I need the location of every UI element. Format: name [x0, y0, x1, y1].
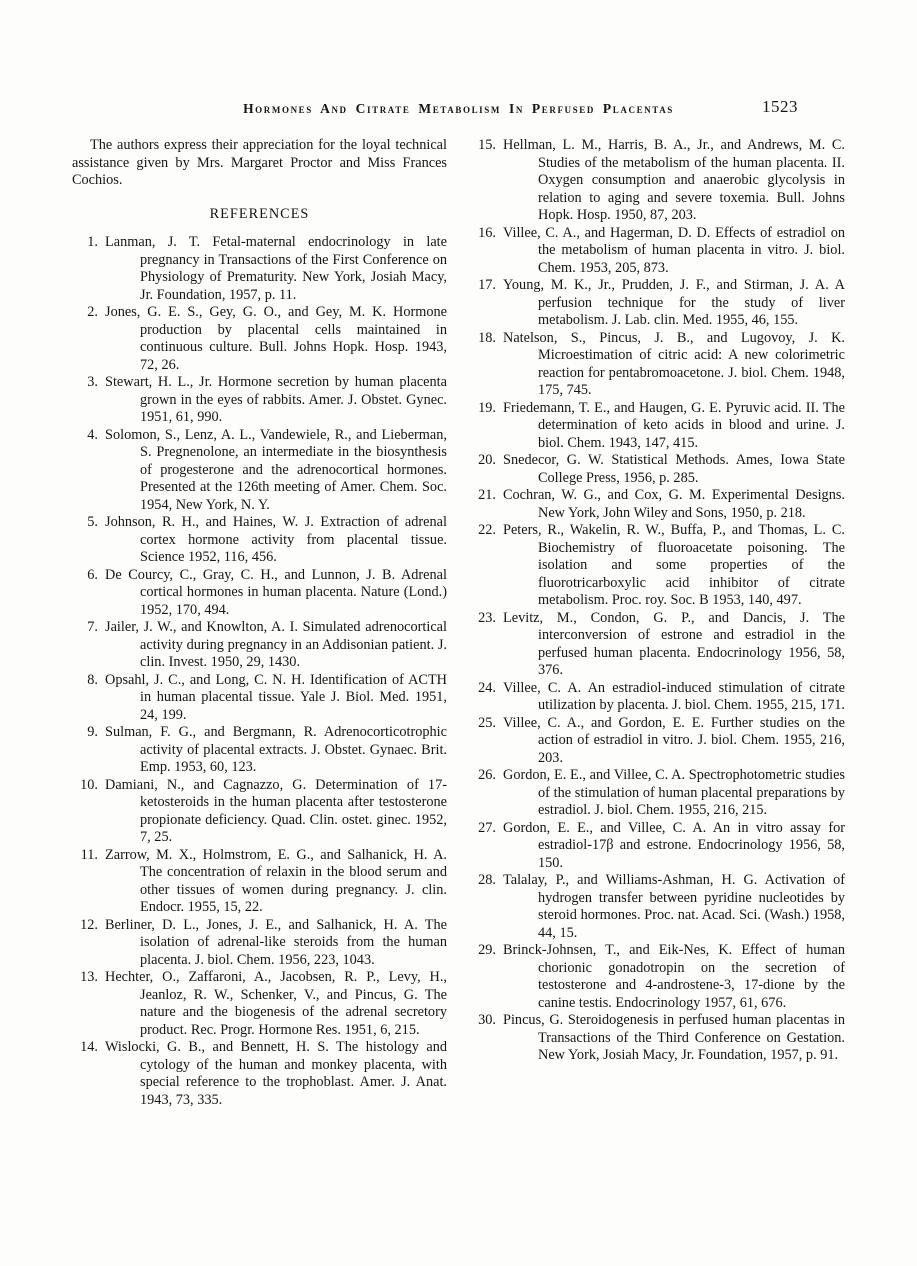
reference-number: 14. — [80, 1039, 98, 1055]
reference-number: 9. — [87, 724, 98, 740]
reference-text: Gordon, E. E., and Villee, C. A. An in vitro assay for estradiol-17β and estrone. Endocrinology 1956, 58, 150. — [503, 819, 845, 871]
reference-text: Berliner, D. L., Jones, J. E., and Salhanick, H. A. The isolation of adrenal-like steroids from the human placenta. J. biol. Chem. 1956, 223, 1043. — [105, 916, 447, 968]
reference-item — [72, 917, 447, 970]
reference-text: Cochran, W. G., and Cox, G. M. Experimental Designs. New York, John Wiley and Sons, 1950, p. 218. — [503, 487, 845, 521]
reference-number: 30. — [478, 1012, 496, 1028]
reference-item — [72, 304, 447, 374]
reference-number: 28. — [478, 872, 496, 888]
reference-text: Stewart, H. L., Jr. Hormone secretion by human placenta grown in the eyes of rabbits. Amer. J. Obstet. Gynec. 1951, 61, 990. — [105, 374, 447, 425]
reference-text: Peters, R., Wakelin, R. W., Buffa, P., and Thomas, L. C. Biochemistry of fluoroacetate poisoning. The isolation and some properties of the fluorotricarboxylic acid inhibitor of citrate metabolism. Proc. roy. Soc. B 1953, 140, 497. — [503, 522, 845, 608]
reference-text: Talalay, P., and Williams-Ashman, H. G. Activation of hydrogen transfer between pyridine nucleotides by steroid hormones. Proc. nat. Acad. Sci. (Wash.) 1958, 44, 15. — [503, 872, 845, 941]
reference-number: 29. — [478, 942, 496, 958]
reference-item — [72, 847, 447, 917]
reference-number: 7. — [87, 619, 98, 635]
reference-item — [470, 225, 845, 278]
reference-text: Jones, G. E. S., Gey, G. O., and Gey, M. K. Hormone production by placental cells maintained in continuous culture. Bull. Johns Hopk. Hosp. 1943, 72, 26. — [105, 304, 447, 373]
reference-text: Snedecor, G. W. Statistical Methods. Ames, Iowa State College Press, 1956, p. 285. — [503, 452, 845, 486]
reference-item — [72, 514, 447, 567]
reference-item — [72, 969, 447, 1039]
reference-number: 27. — [478, 819, 496, 836]
reference-number: 20. — [478, 452, 496, 468]
reference-text: Hechter, O., Zaffaroni, A., Jacobsen, R. P., Levy, H., Jeanloz, R. W., Schenker, V., and Pincus, G. The nature and the biogenesis of the adrenal secretory product. Rec. Progr. Hormone Res. 1951, 6, 215. — [105, 969, 447, 1038]
reference-item — [72, 777, 447, 847]
reference-item — [470, 452, 845, 487]
reference-number: 11. — [80, 846, 98, 863]
reference-text: Gordon, E. E., and Villee, C. A. Spectrophotometric studies of the stimulation of human placental preparations by estradiol. J. biol. Chem. 1955, 216, 215. — [503, 767, 845, 818]
reference-item — [470, 522, 845, 610]
reference-number: 4. — [87, 426, 98, 443]
page-number: 1523 — [762, 97, 798, 116]
reference-number: 15. — [478, 137, 496, 153]
reference-text: Levitz, M., Condon, G. P., and Dancis, J. The interconversion of estrone and estradiol in the perfused human placenta. Endocrinology 1956, 58, 376. — [503, 609, 845, 678]
reference-number: 22. — [478, 522, 496, 538]
reference-item — [72, 374, 447, 427]
reference-item — [470, 277, 845, 330]
reference-number: 6. — [87, 566, 98, 583]
reference-item — [72, 672, 447, 725]
reference-item — [72, 427, 447, 515]
reference-item — [470, 942, 845, 1012]
reference-text: Natelson, S., Pincus, J. B., and Lugovoy, J. K. Microestimation of citric acid: A new colorimetric reaction for pentabromoacetone. J. biol. Chem. 1948, 175, 745. — [503, 329, 845, 398]
reference-number: 19. — [478, 399, 496, 416]
reference-number: 21. — [478, 487, 496, 503]
reference-number: 2. — [87, 304, 98, 320]
reference-item — [470, 680, 845, 715]
reference-text: Opsahl, J. C., and Long, C. N. H. Identification of ACTH in human placental tissue. Yale J. Biol. Med. 1951, 24, 199. — [105, 671, 447, 723]
reference-number: 25. — [478, 714, 496, 731]
reference-text: Zarrow, M. X., Holmstrom, E. G., and Salhanick, H. A. The concentration of relaxin in the blood serum and other tissues of women during pregnancy. J. clin. Endocr. 1955, 15, 22. — [105, 846, 447, 915]
reference-item — [470, 820, 845, 873]
reference-text: Villee, C. A., and Gordon, E. E. Further studies on the action of estradiol in vitro. J. biol. Chem. 1955, 216, 203. — [503, 714, 845, 766]
reference-number: 12. — [80, 916, 98, 933]
reference-text: Friedemann, T. E., and Haugen, G. E. Pyruvic acid. II. The determination of keto acids in blood and urine. J. biol. Chem. 1943, 147, 415. — [503, 399, 845, 451]
reference-number: 3. — [87, 374, 98, 390]
reference-text: Lanman, J. T. Fetal-maternal endocrinology in late pregnancy in Transactions of the First Conference on Physiology of Prematurity. New York, Josiah Macy, Jr. Foundation, 1957, p. 11. — [105, 234, 447, 303]
reference-number: 5. — [87, 514, 98, 530]
reference-item — [470, 872, 845, 942]
reference-text: Johnson, R. H., and Haines, W. J. Extraction of adrenal cortex hormone activity from placental tissue. Science 1952, 116, 456. — [105, 514, 447, 565]
running-title: Hormones And Citrate Metabolism In Perfused Placentas — [243, 101, 674, 116]
reference-number: 23. — [478, 609, 496, 626]
reference-number: 1. — [87, 234, 98, 250]
reference-text: Brinck-Johnsen, T., and Eik-Nes, K. Effect of human chorionic gonadotropin on the secretion of testosterone and 4-androstene-3, 17-dione by the canine testis. Endocrinology 1957, 61, 676. — [503, 942, 845, 1011]
reference-item — [72, 1039, 447, 1109]
two-column-body — [72, 137, 845, 1109]
reference-text: Hellman, L. M., Harris, B. A., Jr., and Andrews, M. C. Studies of the metabolism of the human placenta. II. Oxygen consumption and anaerobic glycolysis in relation to aging and severe toxemia. Bull. Johns Hopk. Hosp. 1950, 87, 203. — [503, 137, 845, 223]
reference-item — [470, 1012, 845, 1065]
reference-item — [72, 234, 447, 304]
reference-number: 18. — [478, 329, 496, 346]
reference-item — [72, 567, 447, 620]
reference-item — [470, 137, 845, 225]
reference-item — [470, 715, 845, 768]
reference-text: Villee, C. A., and Hagerman, D. D. Effects of estradiol on the metabolism of human placenta in vitro. J. biol. Chem. 1953, 205, 873. — [503, 224, 845, 276]
reference-item — [470, 610, 845, 680]
reference-number: 10. — [80, 776, 98, 793]
reference-item — [470, 400, 845, 453]
reference-item — [470, 767, 845, 820]
reference-text: Solomon, S., Lenz, A. L., Vandewiele, R., and Lieberman, S. Pregnenolone, an intermediate in the biosynthesis of progesterone and the adrenocortical hormones. Presented at the 126th meeting of Amer. Chem. Soc. 1954, New York, N. Y. — [105, 426, 447, 513]
reference-number: 26. — [478, 767, 496, 783]
reference-item — [470, 330, 845, 400]
reference-number: 13. — [80, 969, 98, 985]
reference-number: 24. — [478, 679, 496, 696]
right-column — [470, 137, 845, 1065]
reference-text: Pincus, G. Steroidogenesis in perfused human placentas in Transactions of the Third Conference on Gestation. New York, Josiah Macy, Jr. Foundation, 1957, p. 91. — [503, 1012, 845, 1063]
reference-number: 17. — [478, 277, 496, 293]
acknowledgment-paragraph: The authors express their appreciation for the loyal technical assistance given by Mrs. Margaret Proctor and Miss Frances Cochios. — [72, 137, 447, 188]
reference-text: Villee, C. A. An estradiol-induced stimulation of citrate utilization by placenta. J. biol. Chem. 1955, 215, 171. — [503, 679, 845, 713]
running-header — [72, 99, 845, 121]
reference-number: 8. — [87, 671, 98, 688]
reference-item — [72, 724, 447, 777]
reference-item — [72, 619, 447, 672]
reference-text: Sulman, F. G., and Bergmann, R. Adrenocorticotrophic activity of placental extracts. J. Obstet. Gynaec. Brit. Emp. 1953, 60, 123. — [105, 724, 447, 775]
reference-text: Damiani, N., and Cagnazzo, G. Determination of 17-ketosteroids in the human placenta after testosterone propionate deficiency. Quad. Clin. ostet. ginec. 1952, 7, 25. — [105, 776, 447, 845]
reference-text: De Courcy, C., Gray, C. H., and Lunnon, J. B. Adrenal cortical hormones in human placenta. Nature (Lond.) 1952, 170, 494. — [105, 566, 447, 618]
reference-text: Young, M. K., Jr., Prudden, J. F., and Stirman, J. A. A perfusion technique for the study of liver metabolism. J. Lab. clin. Med. 1955, 46, 155. — [503, 277, 845, 328]
left-column — [72, 137, 447, 1109]
reference-text: Wislocki, G. B., and Bennett, H. S. The histology and cytology of the human and monkey placenta, with special reference to the trophoblast. Amer. J. Anat. 1943, 73, 335. — [105, 1039, 447, 1108]
reference-item — [470, 487, 845, 522]
reference-text: Jailer, J. W., and Knowlton, A. I. Simulated adrenocortical activity during pregnancy in an Addisonian patient. J. clin. Invest. 1950, 29, 1430. — [105, 619, 447, 670]
reference-number: 16. — [478, 224, 496, 241]
references-heading: REFERENCES — [209, 205, 310, 222]
